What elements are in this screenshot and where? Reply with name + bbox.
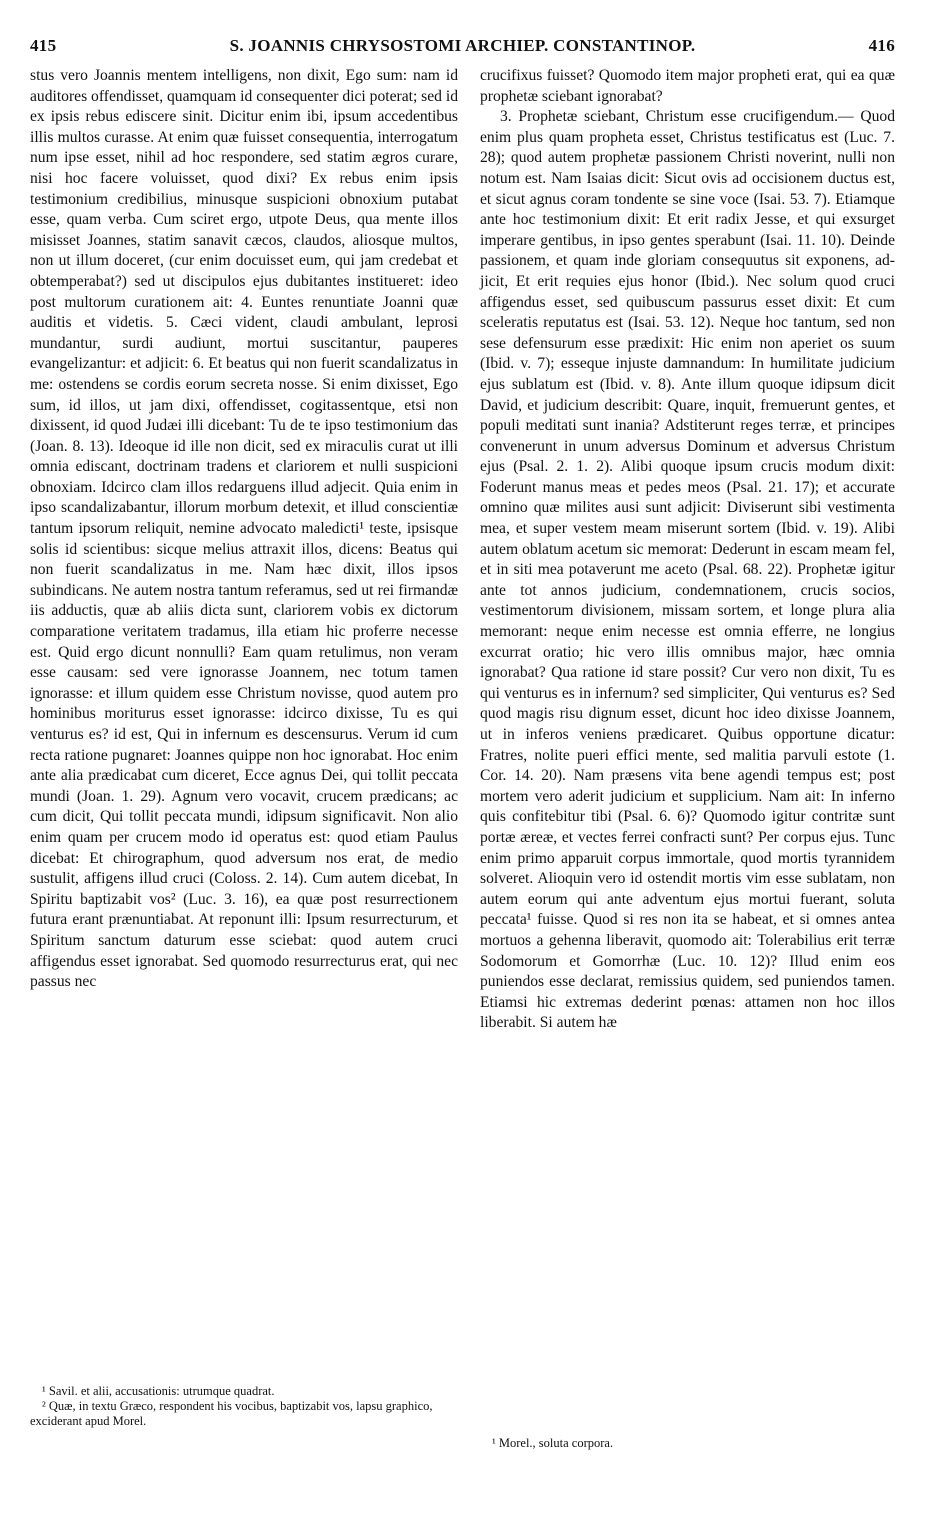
body-paragraph: stus vero Joannis mentem intelligens, non dixit, Ego sum: nam id auditores offendisset, quamquam id consequenter dici poterat; sed id ex ipsis rebus ediscere sinit. Dicitur enim ibi, ipsum accedentibus illis multos curasse. At enim quæ fuisset consequentia, interrogatum num ipse esset, nihil ad hoc respondere, sed statim ægros curare, nisi hoc facere voluisset, quod dixi? Ex rebus enim ipsis testimonium credibilius, minusque suspicioni obnoxium putabat esse, quam verba. Cum sciret ergo, utpote Deus, qua mente illos misisset Joannes, statim sanavit cæcos, claudos, aliosque multos, non ut illum doceret, (cur enim docuisset eum, qui jam credebat et obtemperabat?) sed ut discipulos ejus dubitantes institueret: ideo post multorum curationem ait: 4. Euntes renuntiate Joanni quæ auditis et videtis. 5. Cæci vident, claudi ambulant, leprosi mundantur, surdi audiunt, mortui suscitantur, pauperes evangelizantur: et adjicit: 6. Et beatus qui non fuerit scandalizatus in me: ostendens se cordis eorum secreta nosse. Si enim dixisset, Ego sum, id illos, ut jam dixi, offendisset, cogitassentque, etsi non dixissent, id quod Judæi illi dicebant: Tu de te ipso testimonium das (Joan. 8. 13). Ideoque id ille non dicit, sed ex miraculis curat ut illi omnia ediscant, doctrinam tradens et clariorem et nulli suspicioni obnoxiam. Idcirco clam illos redarguens illud adjecit. Quia enim in ipso scandalizabantur, illorum morbum detexit, et illud conscientiæ tantum ipsorum reliquit, nemine advocato maledicti¹ teste, ipsisque solis id scientibus: sicque melius attraxit illos, dicens: Beatus qui non fuerit scandalizatus in me. Nam hæc dixit, illos ipsos subindicans. Ne autem nostra tantum referamus, sed ut rei firmandæ iis adductis, quæ ab aliis dicta sunt, clariorem vobis ex dictorum comparatione veritatem tradamus, illa etiam hic proferre necesse est. Quid ergo dicunt nonnulli? Eam quam retulimus, non veram esse causam: sed vere ignorasse Joannem, nec totum tamen ignorasse: et illum quidem esse Christum novisse, quod autem pro hominibus moriturus esset ignorasse: idcirco dixisse, Tu es qui venturus es? id est, Qui in infernum es descensurus. Verum id cum recta ratione pugnaret: Joannes quippe non hoc ignorabat. Hoc enim ante alia prædicabat cum diceret, Ecce agnus Dei, qui tollit peccata mundi (Joan. 1. 29). Agnum vero vocavit, crucem prædicans; ac cum dicit, Qui tollit peccata mundi, idipsum significavit. Non alio enim quam per crucem modo id operatus est: quod etiam Paulus dicebat: Et chirographum, quod adversum nos erat, de medio sustulit, affigens illud cruci (Coloss. 2. 14). Cum autem dicebat, In Spiritu baptizabit vos² (Luc. 3. 16), ea quæ post resurrectionem futura erant prænuntiabat. At reponunt illi: Ipsum resurrecturum, et Spiritum sanctum daturum esse sciebat: quod autem cruci affigendus esset ignorabat. Sed quomodo resurrecturus erat, qui nec passus nec bbox=[30, 67, 458, 991]
page-number-left: 415 bbox=[30, 36, 57, 55]
right-column bbox=[480, 66, 895, 1034]
footnotes-right bbox=[480, 1436, 895, 1451]
section-paragraph: 3. Prophetæ sciebant, Christum esse crucifigendum.— Quod enim plus quam propheta esset, Christus testificatus est (Luc. 7. 28); quod autem prophetæ passionem Christi noverint, nulli non notum est. Nam Isaias dicit: Sicut ovis ad occisionem ductus est, et sicut agnus coram tondente se sine voce (Isai. 53. 7). Etiamque ante hoc testimonium dixit: Et erit radix Jesse, et qui exsurget imperare gentibus, in ipso gentes sperabunt (Isai. 11. 10). Deinde passionem, et quam inde gloriam consequutus sit exponens, adjicit, Et erit requies ejus honor (Ibid.). Nec solum quod cruci affigendus esset, sed quibuscum passurus esset dixit: Et cum sceleratis reputatus est (Isai. 53. 12). Neque hoc tantum, sed non sese defensurum esse prædixit: Hic enim non aperiet os suum (Ibid. v. 7); esseque injuste damnandum: In humilitate judicium ejus sublatum est (Ibid. v. 8). Ante illum quoque idipsum dicit David, et judicium describit: Quare, inquit, fremuerunt gentes, et populi meditati sunt inania? Adstiterunt reges terræ, et principes convenerunt in unum adversus Dominum et adversus Christum ejus (Psal. 2. 1. 2). Alibi quoque ipsum crucis modum dixit: Foderunt manus meas et pedes meos (Psal. 21. 17); et accurate omnino quæ milites ausi sunt adjicit: Diviserunt sibi vestimenta mea, et super vestem meam miserunt sortem (Ibid. v. 19). Alibi autem oblatum acetum sic memorat: Dederunt in escam meam fel, et in siti mea potaverunt me aceto (Psal. 68. 22). Prophetæ igitur ante tot annos judicium, condemnationem, crucis socios, vestimentorum divisionem, missam sortem, et longe plura alia memorant: neque enim necesse est omnia efferre, ne longius excurrat oratio; hic vero illis omnibus major, hæc omnia ignorabat? Qua ratione id stare possit? Cur vero non dixit, Tu es qui venturus es in infernum? sed simpliciter, Qui venturus es? Sed quod magis risu dignum esset, dicunt hoc ideo dixisse Joannem, ut in inferos veniens prædicaret. Quibus opportune dicatur: Fratres, nolite pueri effici mente, sed malitia parvuli estote (1. Cor. 14. 20). Nam præsens vita bene agendi tempus est; post mortem vero aderit judicium et supplicium. Nam ait: In inferno quis confitebitur tibi (Psal. 6. 6)? Quomodo igitur contritæ sunt portæ æreæ, et vectes ferrei confracti sunt? Per corpus ejus. Tunc enim primo apparuit corpus immortale, quod mortis tyrannidem solveret. Alioquin vero id ostendit mortis vim esse sublatam, non autem eorum qui ante adventum ejus mortui fuerant, soluta peccata¹ fuisse. Quod si res non ita se habeat, et si omnes antea mortuos a gehenna liberavit, quomodo ait: Tolerabilius erit terræ Sodomorum et Gomorrhæ (Luc. 10. 12)? Illud enim eos puniendos esse declarat, remissius quidem, sed puniendos tamen. Etiamsi hic extremas dederint pœnas: attamen non hoc illos liberabit. Si autem hæ bbox=[480, 108, 895, 1032]
left-column bbox=[30, 66, 458, 993]
page-number-right: 416 bbox=[868, 36, 895, 55]
footnotes-left bbox=[30, 1384, 458, 1429]
footnote: ¹ Morel., soluta corpora. bbox=[492, 1436, 614, 1450]
body-paragraph: crucifixus fuisset? Quomodo item major propheti erat, qui ea quæ prophetæ sciebant ignorabat? bbox=[480, 67, 895, 105]
running-title: S. JOANNIS CHRYSOSTOMI ARCHIEP. CONSTANTINOP. bbox=[229, 36, 696, 55]
running-header bbox=[30, 36, 895, 60]
footnote: ² Quæ, in textu Græco, respondent his vocibus, baptizabit vos, lapsu graphico, exciderant apud Morel. bbox=[30, 1399, 433, 1428]
footnote: ¹ Savil. et alii, accusationis: utrumque quadrat. bbox=[42, 1384, 275, 1398]
